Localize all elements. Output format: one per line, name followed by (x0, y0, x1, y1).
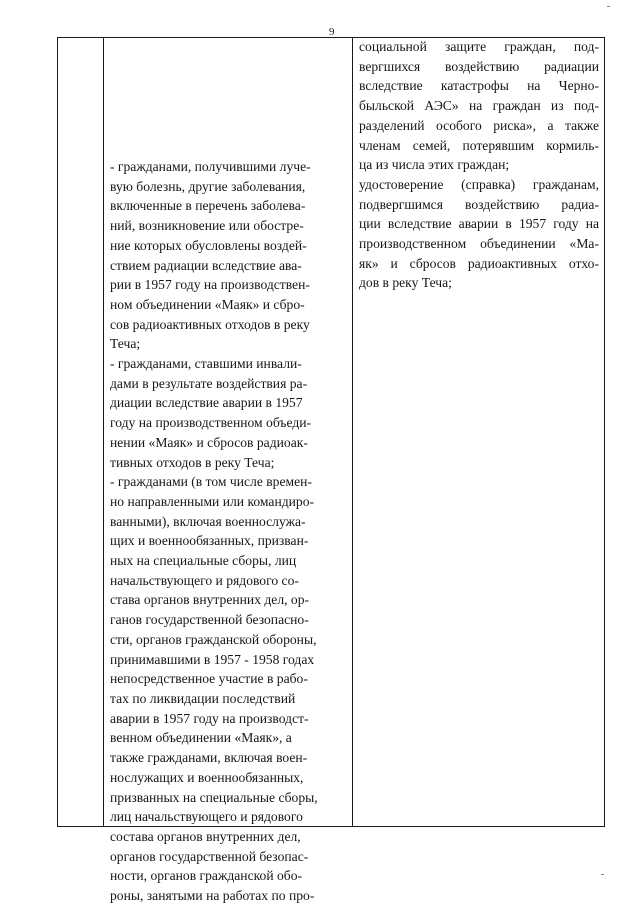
text-line: состава органов внутренних дел, (110, 828, 301, 844)
text-line: ции вследствие аварии в 1957 году на (359, 216, 599, 232)
text-line: производственном объединении «Ма- (359, 236, 599, 252)
text-line: роны, занятыми на работах по про- (110, 888, 315, 904)
text-line: включенные в перечень заболева- (110, 198, 306, 214)
text-line: дами в результате воздействия ра- (110, 375, 308, 391)
text-line: членам семей, потерявшим кормиль- (359, 137, 599, 153)
text-line: аварии в 1957 году на производст- (110, 710, 309, 726)
text-line: става органов внутренних дел, ор- (110, 592, 310, 608)
text-line: быльской АЭС» на граждан из под- (359, 98, 599, 114)
page-number: 9 (329, 26, 335, 38)
text-line: подвергшимся воздействию радиа- (359, 196, 599, 212)
text-line: органов государственной безопас- (110, 848, 309, 864)
text-line: - гражданами, получившими луче- (110, 159, 311, 174)
text-line: удостоверение (справка) гражданам, (359, 176, 599, 192)
text-line: нослужащих и военнообязанных, (110, 769, 304, 785)
text-line: ном объединении «Маяк» и сбро- (110, 296, 305, 312)
middle-column-text (110, 157, 352, 906)
text-line: призванных на специальные сборы, (110, 789, 318, 805)
text-line: як» и сбросов радиоактивных отхо- (359, 255, 599, 271)
text-line: лиц начальствующего и рядового (110, 809, 303, 825)
text-line: щих и военнообязанных, призван- (110, 533, 309, 549)
text-line: вую болезнь, другие заболевания, (110, 178, 306, 194)
scan-artifact (601, 874, 604, 875)
text-line: также гражданами, включая воен- (110, 750, 308, 766)
text-line: сти, органов гражданской обороны, (110, 631, 317, 647)
text-line: вергшихся воздействию радиации (359, 58, 599, 74)
text-line: ние которых обусловлены воздей- (110, 237, 307, 253)
text-line: тах по ликвидации последствий (110, 690, 296, 706)
right-column-text (359, 37, 599, 293)
text-line: разделений особого риска», а также (359, 117, 599, 133)
text-line: тивных отходов в реку Теча; (110, 454, 275, 470)
text-line: принимавшими в 1957 - 1958 годах (110, 651, 315, 667)
text-line: - гражданами (в том числе времен- (110, 474, 312, 490)
text-line: ванными), включая военнослужа- (110, 513, 306, 529)
text-line: ных на специальные сборы, лиц (110, 553, 297, 569)
text-line: нении «Маяк» и сбросов радиоак- (110, 434, 308, 450)
column-divider-2 (352, 37, 353, 827)
column-divider-1 (103, 37, 104, 827)
text-line: ний, возникновение или обостре- (110, 218, 304, 234)
text-line: непосредственное участие в рабо- (110, 671, 308, 687)
scan-artifact (607, 6, 610, 7)
text-line: венном объединении «Маяк», а (110, 730, 292, 746)
text-line: рии в 1957 году на производствен- (110, 277, 310, 293)
text-line: вследствие катастрофы на Черно- (359, 78, 599, 94)
text-line: но направленными или командиро- (110, 493, 315, 509)
text-line: - гражданами, ставшими инвали- (110, 356, 302, 372)
text-line: ца из числа этих граждан; (359, 157, 510, 173)
text-line: дов в реку Теча; (359, 275, 452, 291)
text-line: году на производственном объеди- (110, 415, 312, 431)
text-line: ности, органов гражданской обо- (110, 868, 303, 884)
text-line: Теча; (110, 336, 141, 352)
text-line: социальной защите граждан, под- (359, 39, 599, 54)
text-line: ганов государственной безопасно- (110, 612, 309, 628)
text-line: диации вследствие аварии в 1957 (110, 395, 303, 411)
text-line: ствием радиации вследствие ава- (110, 257, 302, 273)
text-line: начальствующего и рядового со- (110, 572, 299, 588)
text-line: сов радиоактивных отходов в реку (110, 316, 310, 332)
